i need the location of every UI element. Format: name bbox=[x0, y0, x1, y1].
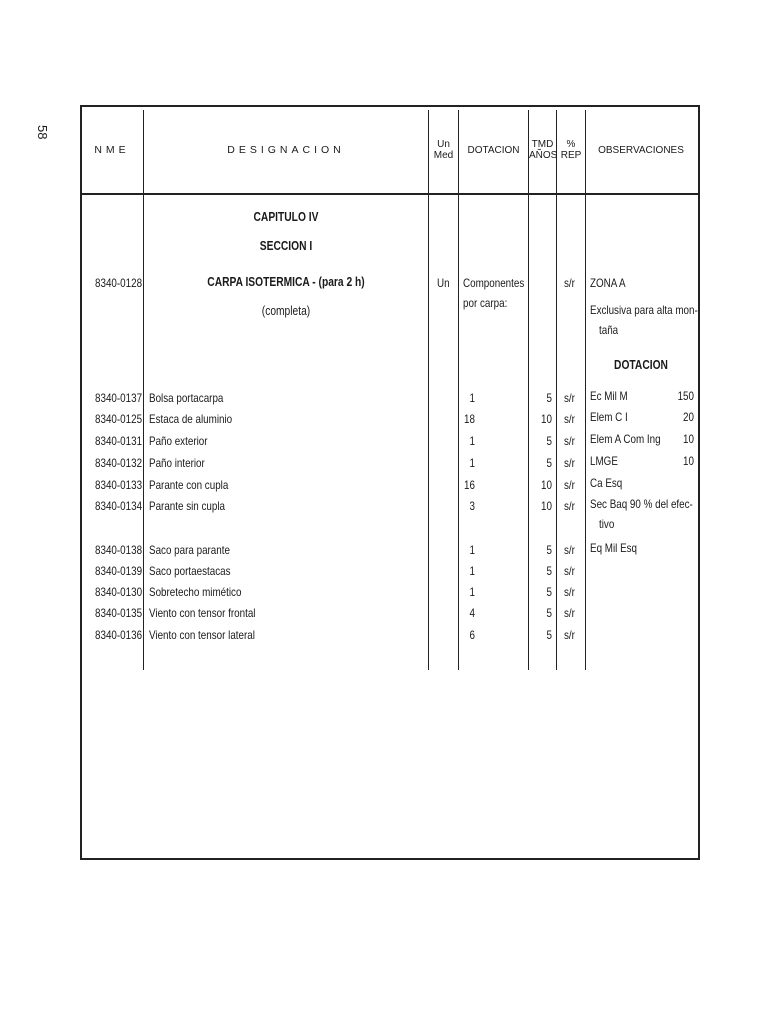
obs-item-value: 20 bbox=[683, 410, 694, 424]
item-tmd: 5 bbox=[546, 543, 552, 557]
item-nme: 8340-0134 bbox=[95, 499, 143, 513]
item-rep: s/r bbox=[564, 456, 575, 470]
table-top-border bbox=[80, 105, 698, 107]
obs-item-label: Elem A Com Ing bbox=[590, 432, 661, 446]
item-designacion: Estaca de aluminio bbox=[149, 412, 233, 426]
item-tmd: 5 bbox=[546, 628, 552, 642]
item-tmd: 5 bbox=[546, 606, 552, 620]
main-item-designacion-note: (completa) bbox=[261, 304, 311, 318]
item-nme: 8340-0125 bbox=[95, 412, 143, 426]
item-rep: s/r bbox=[564, 391, 575, 405]
item-nme: 8340-0139 bbox=[95, 564, 143, 578]
obs-zone: ZONA A bbox=[590, 276, 626, 290]
item-tmd: 5 bbox=[546, 585, 552, 599]
item-dotacion: 16 bbox=[464, 478, 475, 492]
header-un-med: Un Med bbox=[433, 139, 454, 161]
item-tmd: 10 bbox=[541, 499, 552, 513]
item-nme: 8340-0137 bbox=[95, 391, 143, 405]
obs-dotacion-title: DOTACION bbox=[614, 358, 668, 372]
main-item-un: Un bbox=[437, 276, 450, 290]
obs-note: Exclusiva para alta mon- bbox=[590, 303, 698, 317]
obs-note: taña bbox=[599, 323, 619, 337]
item-tmd: 10 bbox=[541, 412, 552, 426]
item-rep: s/r bbox=[564, 564, 575, 578]
section-title: SECCION I bbox=[259, 239, 313, 253]
item-designacion: Parante sin cupla bbox=[149, 499, 226, 513]
item-designacion: Paño exterior bbox=[149, 434, 208, 448]
item-designacion: Bolsa portacarpa bbox=[149, 391, 224, 405]
obs-item-label: Elem C I bbox=[590, 410, 628, 424]
item-rep: s/r bbox=[564, 543, 575, 557]
header-dotacion: DOTACION bbox=[467, 145, 520, 156]
item-rep: s/r bbox=[564, 628, 575, 642]
item-nme: 8340-0136 bbox=[95, 628, 143, 642]
obs-item-label: Ca Esq bbox=[590, 476, 623, 490]
item-nme: 8340-0133 bbox=[95, 478, 143, 492]
item-nme: 8340-0131 bbox=[95, 434, 143, 448]
item-dotacion: 18 bbox=[464, 412, 475, 426]
item-rep: s/r bbox=[564, 585, 575, 599]
item-tmd: 5 bbox=[546, 564, 552, 578]
item-rep: s/r bbox=[564, 412, 575, 426]
obs-item-value: 10 bbox=[683, 454, 694, 468]
item-dotacion: 1 bbox=[469, 564, 475, 578]
obs-item-label: Eq Mil Esq bbox=[590, 541, 638, 555]
item-dotacion: 6 bbox=[469, 628, 475, 642]
item-rep: s/r bbox=[564, 499, 575, 513]
main-item-rep: s/r bbox=[564, 276, 575, 290]
item-nme: 8340-0138 bbox=[95, 543, 143, 557]
item-nme: 8340-0130 bbox=[95, 585, 143, 599]
item-designacion: Parante con cupla bbox=[149, 478, 229, 492]
main-item-designacion: CARPA ISOTERMICA - (para 2 h) bbox=[207, 275, 365, 289]
header-observaciones: OBSERVACIONES bbox=[598, 145, 684, 156]
column-divider bbox=[143, 110, 144, 670]
main-item-nme: 8340-0128 bbox=[95, 276, 143, 290]
obs-item-label: Sec Baq 90 % del efec- bbox=[590, 497, 693, 511]
item-tmd: 5 bbox=[546, 434, 552, 448]
header-designacion: DESIGNACION bbox=[227, 144, 345, 156]
column-divider bbox=[556, 110, 557, 670]
item-dotacion: 4 bbox=[469, 606, 475, 620]
table-bottom-border bbox=[80, 858, 698, 860]
item-tmd: 5 bbox=[546, 456, 552, 470]
item-designacion: Viento con tensor frontal bbox=[149, 606, 256, 620]
header-nme: NME bbox=[94, 144, 130, 156]
header-bottom-border bbox=[80, 193, 698, 195]
item-tmd: 5 bbox=[546, 391, 552, 405]
item-dotacion: 1 bbox=[469, 543, 475, 557]
header-tmd: TMD AÑOS bbox=[529, 139, 558, 161]
main-item-dotacion: Componentes bbox=[463, 276, 525, 290]
item-dotacion: 3 bbox=[469, 499, 475, 513]
item-rep: s/r bbox=[564, 606, 575, 620]
item-rep: s/r bbox=[564, 478, 575, 492]
item-designacion: Paño interior bbox=[149, 456, 205, 470]
item-dotacion: 1 bbox=[469, 391, 475, 405]
item-tmd: 10 bbox=[541, 478, 552, 492]
item-designacion: Viento con tensor lateral bbox=[149, 628, 255, 642]
column-divider bbox=[428, 110, 429, 670]
obs-item-label: Ec Mil M bbox=[590, 389, 628, 403]
item-designacion: Saco portaestacas bbox=[149, 564, 231, 578]
obs-item-value: 10 bbox=[683, 432, 694, 446]
item-dotacion: 1 bbox=[469, 434, 475, 448]
item-dotacion: 1 bbox=[469, 456, 475, 470]
item-nme: 8340-0135 bbox=[95, 606, 143, 620]
obs-item-label: LMGE bbox=[590, 454, 618, 468]
header-rep: % REP bbox=[560, 139, 582, 161]
item-rep: s/r bbox=[564, 434, 575, 448]
chapter-title: CAPITULO IV bbox=[253, 210, 319, 224]
obs-item-value: 150 bbox=[677, 389, 694, 403]
column-divider bbox=[585, 110, 586, 670]
item-designacion: Sobretecho mimético bbox=[149, 585, 242, 599]
page-number: 58 bbox=[35, 125, 50, 140]
obs-item-label: tivo bbox=[599, 517, 615, 531]
item-dotacion: 1 bbox=[469, 585, 475, 599]
main-item-dotacion: por carpa: bbox=[463, 296, 508, 310]
item-designacion: Saco para parante bbox=[149, 543, 230, 557]
item-nme: 8340-0132 bbox=[95, 456, 143, 470]
column-divider bbox=[528, 110, 529, 670]
